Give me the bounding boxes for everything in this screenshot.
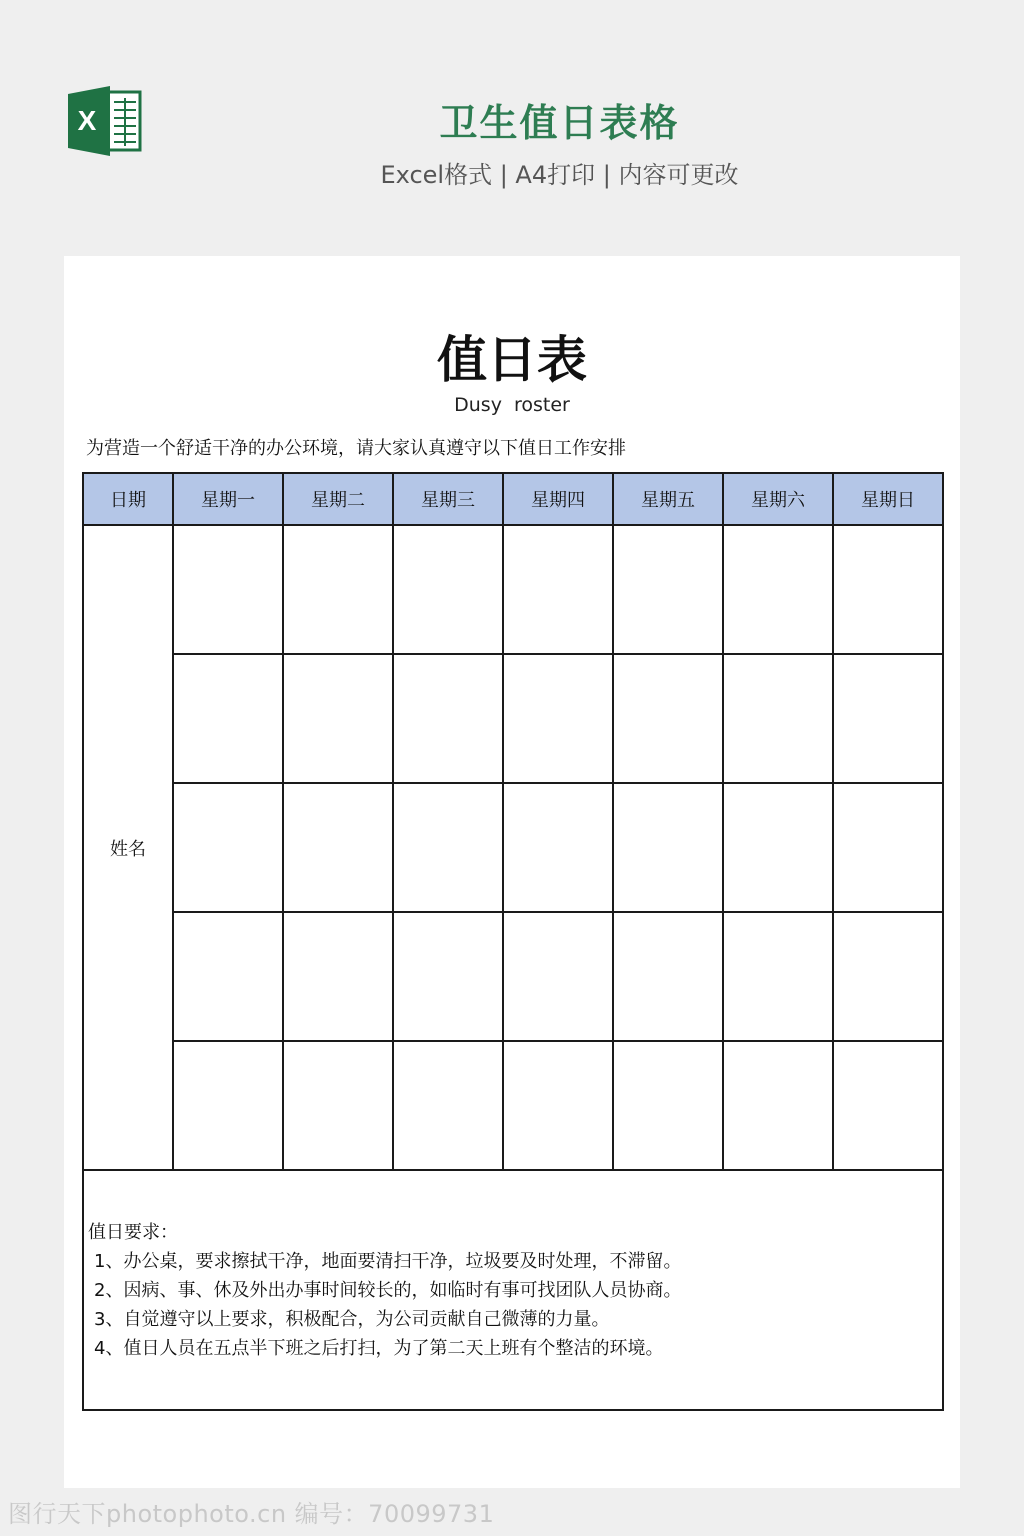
roster-cell[interactable] bbox=[393, 912, 503, 1041]
column-header-date: 日期 bbox=[83, 473, 173, 525]
roster-cell[interactable] bbox=[173, 654, 283, 783]
roster-cell[interactable] bbox=[833, 1041, 943, 1170]
roster-cell[interactable] bbox=[393, 654, 503, 783]
requirement-item: 2、因病、事、休及外出办事时间较长的，如临时有事可找团队人员协商。 bbox=[94, 1279, 682, 1301]
intro-text: 为营造一个舒适干净的办公环境，请大家认真遵守以下值日工作安排 bbox=[86, 438, 626, 459]
roster-cell[interactable] bbox=[173, 525, 283, 654]
roster-cell[interactable] bbox=[393, 783, 503, 912]
roster-cell[interactable] bbox=[833, 525, 943, 654]
roster-cell[interactable] bbox=[613, 654, 723, 783]
column-header-sunday: 星期日 bbox=[833, 473, 943, 525]
table-row bbox=[83, 783, 943, 912]
name-label-cell: 姓名 bbox=[83, 525, 173, 1170]
roster-cell[interactable] bbox=[723, 654, 833, 783]
roster-cell[interactable] bbox=[393, 525, 503, 654]
document-sheet bbox=[64, 256, 960, 1488]
roster-cell[interactable] bbox=[283, 654, 393, 783]
column-header-friday: 星期五 bbox=[613, 473, 723, 525]
roster-cell[interactable] bbox=[723, 783, 833, 912]
roster-table bbox=[82, 472, 944, 1411]
excel-icon-letter: X bbox=[77, 105, 97, 136]
roster-cell[interactable] bbox=[283, 783, 393, 912]
page-title: 卫生值日表格 bbox=[439, 101, 680, 145]
requirement-item: 3、自觉遵守以上要求，积极配合，为公司贡献自己微薄的力量。 bbox=[94, 1308, 610, 1330]
document-title: 值日表 bbox=[437, 331, 587, 389]
roster-cell[interactable] bbox=[283, 912, 393, 1041]
table-header-row bbox=[83, 473, 943, 525]
document-subtitle: Dusy roster bbox=[454, 394, 570, 416]
table-row bbox=[83, 525, 943, 654]
roster-cell[interactable] bbox=[833, 654, 943, 783]
roster-cell[interactable] bbox=[613, 525, 723, 654]
requirement-item: 1、办公桌，要求擦拭干净，地面要清扫干净，垃圾要及时处理，不滞留。 bbox=[94, 1250, 682, 1272]
roster-cell[interactable] bbox=[503, 525, 613, 654]
column-header-wednesday: 星期三 bbox=[393, 473, 503, 525]
roster-cell[interactable] bbox=[833, 912, 943, 1041]
roster-cell[interactable] bbox=[393, 1041, 503, 1170]
roster-cell[interactable] bbox=[833, 783, 943, 912]
roster-cell[interactable] bbox=[503, 783, 613, 912]
roster-cell[interactable] bbox=[723, 912, 833, 1041]
roster-cell[interactable] bbox=[503, 1041, 613, 1170]
roster-cell[interactable] bbox=[613, 783, 723, 912]
requirements-row bbox=[83, 1170, 943, 1410]
roster-cell[interactable] bbox=[723, 525, 833, 654]
column-header-thursday: 星期四 bbox=[503, 473, 613, 525]
table-row bbox=[83, 654, 943, 783]
column-header-tuesday: 星期二 bbox=[283, 473, 393, 525]
roster-cell[interactable] bbox=[723, 1041, 833, 1170]
roster-cell[interactable] bbox=[613, 1041, 723, 1170]
column-header-monday: 星期一 bbox=[173, 473, 283, 525]
roster-cell[interactable] bbox=[173, 1041, 283, 1170]
watermark: 图行天下photophoto.cn 编号：70099731 bbox=[8, 1500, 495, 1528]
requirements-heading: 值日要求： bbox=[88, 1221, 178, 1243]
table-row bbox=[83, 1041, 943, 1170]
roster-cell[interactable] bbox=[613, 912, 723, 1041]
roster-cell[interactable] bbox=[503, 654, 613, 783]
requirements-cell bbox=[83, 1170, 943, 1410]
page-subtitle: Excel格式 | A4打印 | 内容可更改 bbox=[380, 161, 739, 189]
requirement-item: 4、值日人员在五点半下班之后打扫，为了第二天上班有个整洁的环境。 bbox=[94, 1337, 664, 1359]
roster-cell[interactable] bbox=[503, 912, 613, 1041]
roster-cell[interactable] bbox=[173, 783, 283, 912]
column-header-saturday: 星期六 bbox=[723, 473, 833, 525]
roster-cell[interactable] bbox=[173, 912, 283, 1041]
table-row bbox=[83, 912, 943, 1041]
roster-cell[interactable] bbox=[283, 1041, 393, 1170]
roster-cell[interactable] bbox=[283, 525, 393, 654]
